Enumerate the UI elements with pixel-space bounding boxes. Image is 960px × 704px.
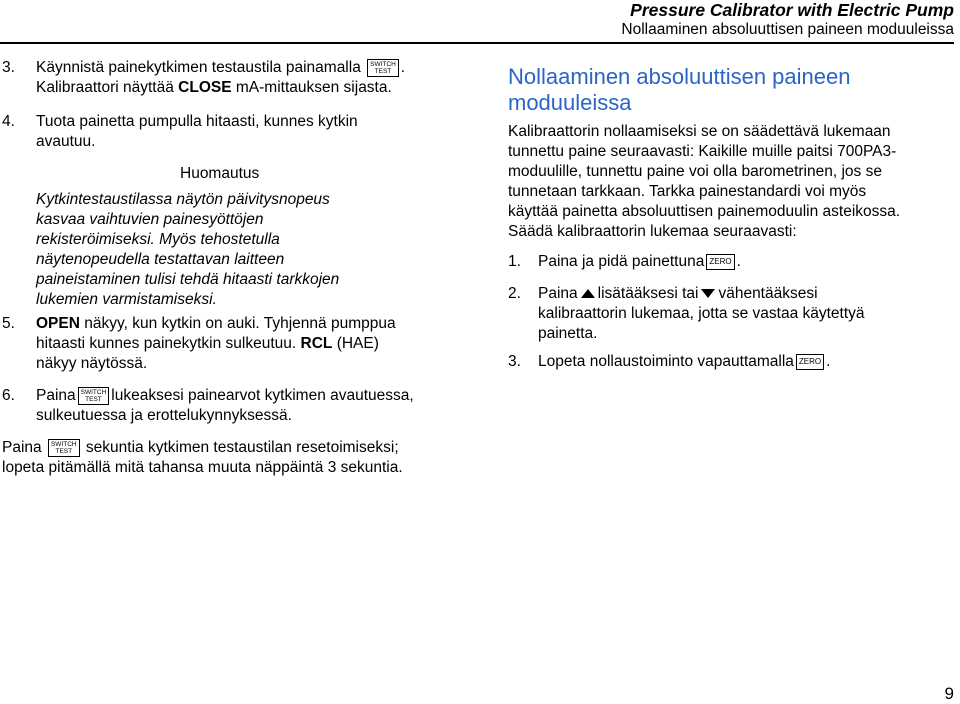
intro-line: käyttää painetta absoluuttisen painemoduulin asteikossa. [508,203,901,220]
step-number: 3. [2,59,15,76]
page-number: 9 [944,684,954,703]
note-line: kasvaa vaihtuvien painesyöttöjen [36,211,264,228]
note-line: paineistaminen tulisi tehdä hitaasti tarkkojen [36,271,340,288]
zero-key-icon: ZERO [796,354,824,370]
switch-test-key-icon: SWITCH TEST [78,387,110,405]
note-line: Kytkintestaustilassa näytön päivitysnopeus [36,191,330,208]
note-title: Huomautus [180,165,260,182]
header-subtitle: Nollaaminen absoluuttisen paineen moduuleissa [621,21,954,38]
note-line: rekisteröimiseksi. Myös tehostetulla [36,231,280,248]
switch-test-key-icon: SWITCH TEST [367,59,399,77]
intro-line: moduulille, tunnettu paine voi olla barometrinen, jos se [508,163,882,180]
intro-line: Kalibraattorin nollaamiseksi se on säädettävä lukemaan [508,123,891,140]
switch-test-key-icon: SWITCH TEST [48,439,80,457]
section-title: Nollaaminen absoluuttisen paineen moduuleissa [508,64,851,115]
page-header [621,0,954,40]
down-arrow-icon [701,289,715,298]
intro-line: tunnetaan tarkkaan. Tarkka painestandardi voi myös [508,183,867,200]
note-line: lukemien varmistamiseksi. [36,291,217,308]
right-column: Nollaaminen absoluuttisen paineen moduuleissa Kalibraattorin nollaamiseksi se on säädettävä lukemaan tunnettu paine seuraavasti: Kaikille muille paitsi 700PA3- moduulille, tunnettu paine voi olla barometrinen, jos se tunnetaan tarkkaan. Tarkka painestandardi voi myös käyttää painetta absoluuttisen painemoduulin asteikossa. Säädä kalibraattorin lukemaa seuraavasti: 1. Paina ja pidä painettuna ZERO . 2. Paina lisätääksesi tai vähentääksesi kalibraattorin lukemaa, jotta se vastaa käytettyä painetta. 3. Lopeta nollaustoiminto vapauttamalla ZERO . [508,64,948,116]
header-title: Pressure Calibrator with Electric Pump [630,0,954,20]
intro-line: tunnettu paine seuraavasti: Kaikille muille paitsi 700PA3- [508,143,897,160]
intro-line: Säädä kalibraattorin lukemaa seuraavasti: [508,223,797,240]
header-rule [0,42,954,44]
up-arrow-icon [581,289,595,298]
zero-key-icon: ZERO [706,254,734,270]
note-line: näytenopeudella testattavan laitteen [36,251,285,268]
